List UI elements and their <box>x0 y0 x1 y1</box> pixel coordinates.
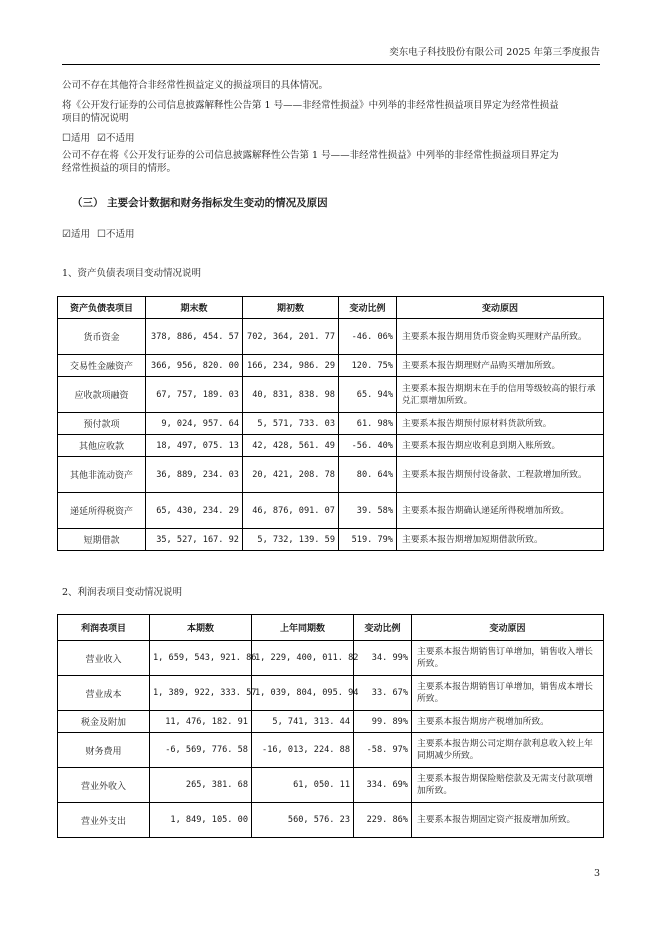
begin-value-cell: 5, 571, 733. 03 <box>243 413 339 435</box>
ratio-cell: 519. 79% <box>339 529 397 551</box>
applicability-check-1 <box>62 130 135 144</box>
intro-paragraph-2-line-1: 将《公开发行证券的公司信息披露解释性公告第 1 号——非经常性损益》中列举的非经常性损益项目界定为经常性损益 <box>62 100 559 111</box>
item-cell: 营业收入 <box>58 641 150 676</box>
ratio-cell: 34. 99% <box>354 641 412 676</box>
item-cell: 交易性金融资产 <box>58 355 146 377</box>
checkbox-checked-icon: ☑ <box>97 133 106 144</box>
intro-paragraph-3-line-1: 公司不存在将《公开发行证券的公司信息披露解释性公告第 1 号——非经常性损益》中列举的非经常性损益项目界定为 <box>62 150 559 161</box>
reason-cell: 主要系本报告期应收利息到期入账所致。 <box>397 435 604 457</box>
reason-cell: 主要系本报告期理财产品购买增加所致。 <box>397 355 604 377</box>
end-value-cell: 65, 430, 234. 29 <box>146 493 243 529</box>
balance-sheet-subtitle: 1、资产负债表项目变动情况说明 <box>62 268 202 279</box>
current-value-cell: 11, 476, 182. 91 <box>150 711 252 733</box>
balance-sheet-changes-table <box>57 296 604 551</box>
checkbox-unchecked-icon: ☐ <box>62 133 71 144</box>
reason-cell: 主要系本报告期固定资产报废增加所致。 <box>412 803 604 838</box>
ratio-cell: 33. 67% <box>354 676 412 711</box>
current-value-cell: 265, 381. 68 <box>150 768 252 803</box>
table-row <box>58 435 604 457</box>
prior-value-cell: 5, 741, 313. 44 <box>252 711 354 733</box>
column-header: 利润表项目 <box>58 615 150 641</box>
column-header: 资产负债表项目 <box>58 297 146 319</box>
table-row <box>58 413 604 435</box>
item-cell: 递延所得税资产 <box>58 493 146 529</box>
column-header: 变动比例 <box>339 297 397 319</box>
report-header-title: 奕东电子科技股份有限公司 2025 年第三季度报告 <box>389 47 600 58</box>
table-row <box>58 676 604 711</box>
current-value-cell: -6, 569, 776. 58 <box>150 733 252 768</box>
table-header-row <box>58 297 604 319</box>
current-value-cell: 1, 849, 105. 00 <box>150 803 252 838</box>
option-applicable: 适用 <box>70 133 90 144</box>
reason-cell: 主要系本报告期确认递延所得税增加所致。 <box>397 493 604 529</box>
item-cell: 预付款项 <box>58 413 146 435</box>
table-row <box>58 377 604 413</box>
end-value-cell: 36, 889, 234. 03 <box>146 457 243 493</box>
prior-value-cell: 1, 039, 804, 095. 94 <box>252 676 354 711</box>
begin-value-cell: 20, 421, 208. 78 <box>243 457 339 493</box>
reason-cell: 主要系本报告期预付设备款、工程款增加所致。 <box>397 457 604 493</box>
applicability-check-2 <box>62 226 135 240</box>
table-row <box>58 768 604 803</box>
reason-cell: 主要系本报告期房产税增加所致。 <box>412 711 604 733</box>
ratio-cell: 334. 69% <box>354 768 412 803</box>
column-header: 期初数 <box>243 297 339 319</box>
item-cell: 营业成本 <box>58 676 150 711</box>
table-row <box>58 641 604 676</box>
intro-paragraph-3-line-2: 经常性损益的项目的情形。 <box>62 163 177 174</box>
item-cell: 营业外收入 <box>58 768 150 803</box>
item-cell: 货币资金 <box>58 319 146 355</box>
item-cell: 短期借款 <box>58 529 146 551</box>
table-row <box>58 457 604 493</box>
reason-cell: 主要系本报告期保险赔偿款及无需支付款项增加所致。 <box>412 768 604 803</box>
table-header-row <box>58 615 604 641</box>
header-divider <box>62 64 600 65</box>
end-value-cell: 35, 527, 167. 92 <box>146 529 243 551</box>
income-statement-subtitle: 2、利润表项目变动情况说明 <box>62 587 183 598</box>
begin-value-cell: 702, 364, 201. 77 <box>243 319 339 355</box>
table-row <box>58 803 604 838</box>
ratio-cell: 80. 64% <box>339 457 397 493</box>
item-cell: 应收款项融资 <box>58 377 146 413</box>
prior-value-cell: 61, 050. 11 <box>252 768 354 803</box>
column-header: 上年同期数 <box>252 615 354 641</box>
ratio-cell: 65. 94% <box>339 377 397 413</box>
end-value-cell: 9, 024, 957. 64 <box>146 413 243 435</box>
current-value-cell: 1, 389, 922, 333. 57 <box>150 676 252 711</box>
ratio-cell: 99. 89% <box>354 711 412 733</box>
end-value-cell: 366, 956, 820. 00 <box>146 355 243 377</box>
reason-cell: 主要系本报告期用货币资金购买理财产品所致。 <box>397 319 604 355</box>
end-value-cell: 378, 886, 454. 57 <box>146 319 243 355</box>
end-value-cell: 18, 497, 075. 13 <box>146 435 243 457</box>
begin-value-cell: 40, 831, 838. 98 <box>243 377 339 413</box>
prior-value-cell: -16, 013, 224. 88 <box>252 733 354 768</box>
ratio-cell: 61. 98% <box>339 413 397 435</box>
column-header: 期末数 <box>146 297 243 319</box>
ratio-cell: -58. 97% <box>354 733 412 768</box>
checkbox-checked-icon: ☑ <box>62 229 71 240</box>
prior-value-cell: 1, 229, 400, 011. 82 <box>252 641 354 676</box>
column-header: 变动比例 <box>354 615 412 641</box>
option-not-applicable: 不适用 <box>105 133 135 144</box>
table-row <box>58 319 604 355</box>
table-row <box>58 529 604 551</box>
ratio-cell: -56. 40% <box>339 435 397 457</box>
column-header: 本期数 <box>150 615 252 641</box>
table-row <box>58 733 604 768</box>
begin-value-cell: 5, 732, 139. 59 <box>243 529 339 551</box>
reason-cell: 主要系本报告期销售订单增加，销售收入增长所致。 <box>412 641 604 676</box>
intro-paragraph-2-line-2: 项目的情况说明 <box>62 113 129 124</box>
reason-cell: 主要系本报告期预付原材料货款所致。 <box>397 413 604 435</box>
begin-value-cell: 166, 234, 986. 29 <box>243 355 339 377</box>
end-value-cell: 67, 757, 189. 03 <box>146 377 243 413</box>
ratio-cell: 39. 58% <box>339 493 397 529</box>
section-heading: （三） 主要会计数据和财务指标发生变动的情况及原因 <box>72 197 328 209</box>
ratio-cell: 229. 86% <box>354 803 412 838</box>
reason-cell: 主要系本报告期销售订单增加，销售成本增长所致。 <box>412 676 604 711</box>
reason-cell: 主要系本报告期期末在手的信用等级较高的银行承兑汇票增加所致。 <box>397 377 604 413</box>
item-cell: 税金及附加 <box>58 711 150 733</box>
item-cell: 其他应收款 <box>58 435 146 457</box>
current-value-cell: 1, 659, 543, 921. 86 <box>150 641 252 676</box>
ratio-cell: -46. 06% <box>339 319 397 355</box>
item-cell: 营业外支出 <box>58 803 150 838</box>
begin-value-cell: 42, 428, 561. 49 <box>243 435 339 457</box>
ratio-cell: 120. 75% <box>339 355 397 377</box>
option-applicable: 适用 <box>70 229 90 240</box>
reason-cell: 主要系本报告期增加短期借款所致。 <box>397 529 604 551</box>
item-cell: 其他非流动资产 <box>58 457 146 493</box>
reason-cell: 主要系本报告期公司定期存款利息收入较上年同期减少所致。 <box>412 733 604 768</box>
option-not-applicable: 不适用 <box>105 229 135 240</box>
column-header: 变动原因 <box>397 297 604 319</box>
table-row <box>58 711 604 733</box>
item-cell: 财务费用 <box>58 733 150 768</box>
begin-value-cell: 46, 876, 091. 07 <box>243 493 339 529</box>
table-row <box>58 355 604 377</box>
prior-value-cell: 560, 576. 23 <box>252 803 354 838</box>
intro-paragraph-1: 公司不存在其他符合非经常性损益定义的损益项目的具体情况。 <box>62 80 329 91</box>
checkbox-unchecked-icon: ☐ <box>97 229 106 240</box>
page-number: 3 <box>593 868 600 879</box>
table-row <box>58 493 604 529</box>
income-statement-changes-table <box>57 614 604 838</box>
column-header: 变动原因 <box>412 615 604 641</box>
